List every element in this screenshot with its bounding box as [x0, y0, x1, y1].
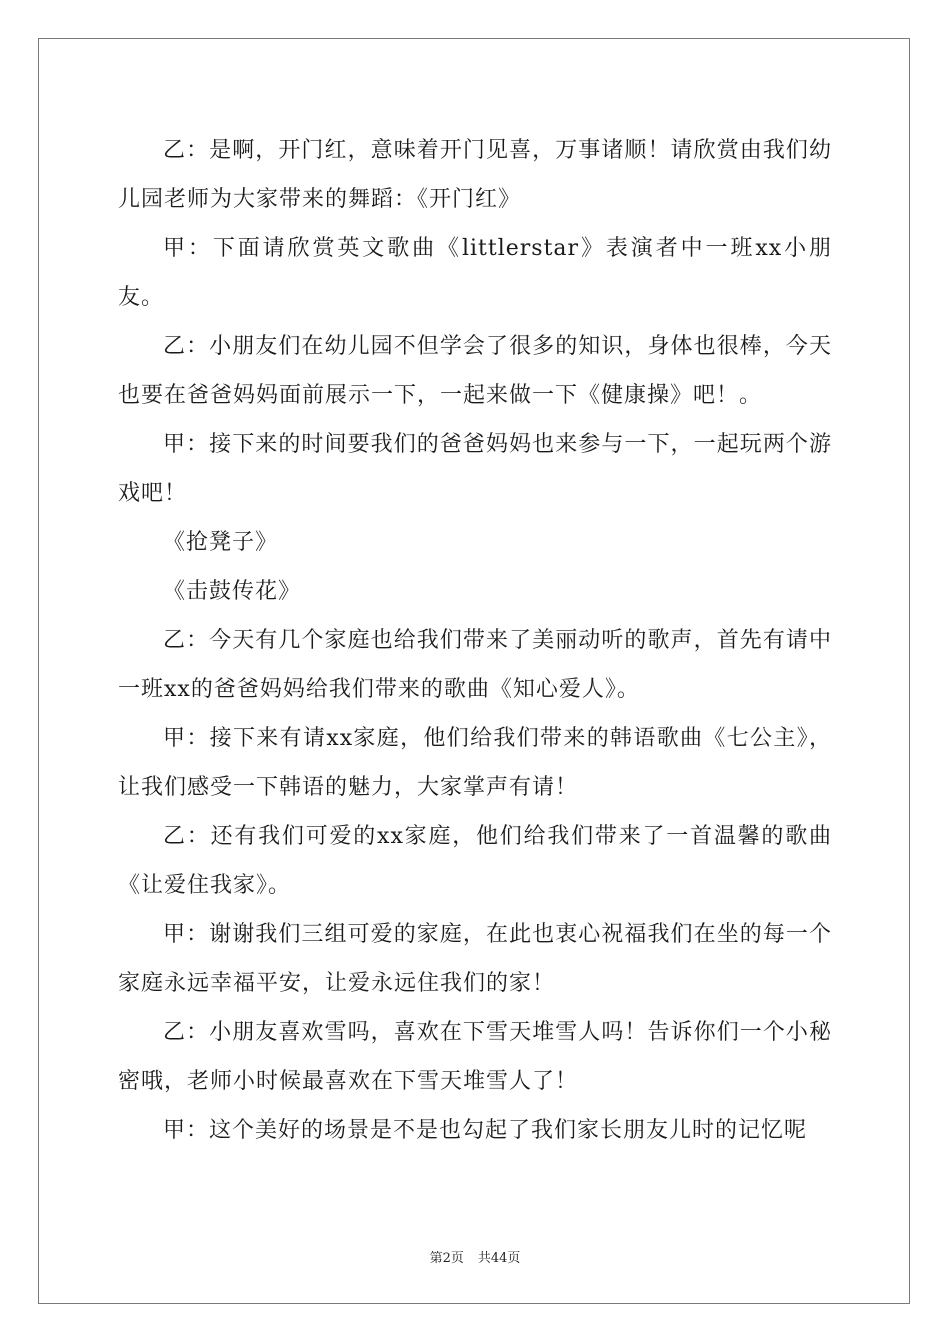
paragraph: 乙：小朋友们在幼儿园不但学会了很多的知识，身体也很棒，今天也要在爸爸妈妈面前展示一下，一起来做一下《健康操》吧！。 — [118, 334, 832, 408]
paragraph: 甲：接下来的时间要我们的爸爸妈妈也来参与一下，一起玩两个游戏吧！ — [118, 432, 832, 506]
paragraph: 《击鼓传花》 — [163, 579, 302, 604]
page-number: 第2页 — [429, 1251, 464, 1266]
paragraph: 甲：谢谢我们三组可爱的家庭，在此也衷心祝福我们在坐的每一个家庭永远幸福平安，让爱永远住我们的家！ — [118, 922, 832, 996]
paragraph: 乙：还有我们可爱的xx家庭，他们给我们带来了一首温馨的歌曲《让爱住我家》。 — [118, 824, 832, 898]
paragraph: 乙：今天有几个家庭也给我们带来了美丽动听的歌声，首先有请中一班xx的爸爸妈妈给我们带来的歌曲《知心爱人》。 — [118, 628, 832, 702]
page-footer — [0, 1247, 950, 1266]
total-pages: 共44页 — [477, 1251, 521, 1266]
paragraph: 《抢凳子》 — [163, 530, 279, 555]
paragraph: 甲：这个美好的场景是不是也勾起了我们家长朋友儿时的记忆呢 — [163, 1118, 808, 1143]
paragraph: 乙：是啊，开门红，意味着开门见喜，万事诸顺！请欣赏由我们幼儿园老师为大家带来的舞蹈：《开门红》 — [118, 138, 832, 212]
paragraph: 甲：接下来有请xx家庭，他们给我们带来的韩语歌曲《七公主》，让我们感受一下韩语的魅力，大家掌声有请！ — [118, 726, 832, 800]
document-body — [118, 126, 832, 1155]
paragraph: 甲：下面请欣赏英文歌曲《littlerstar》表演者中一班xx小朋友。 — [118, 236, 832, 310]
paragraph: 乙：小朋友喜欢雪吗，喜欢在下雪天堆雪人吗！告诉你们一个小秘密哦，老师小时候最喜欢在下雪天堆雪人了！ — [118, 1020, 832, 1094]
